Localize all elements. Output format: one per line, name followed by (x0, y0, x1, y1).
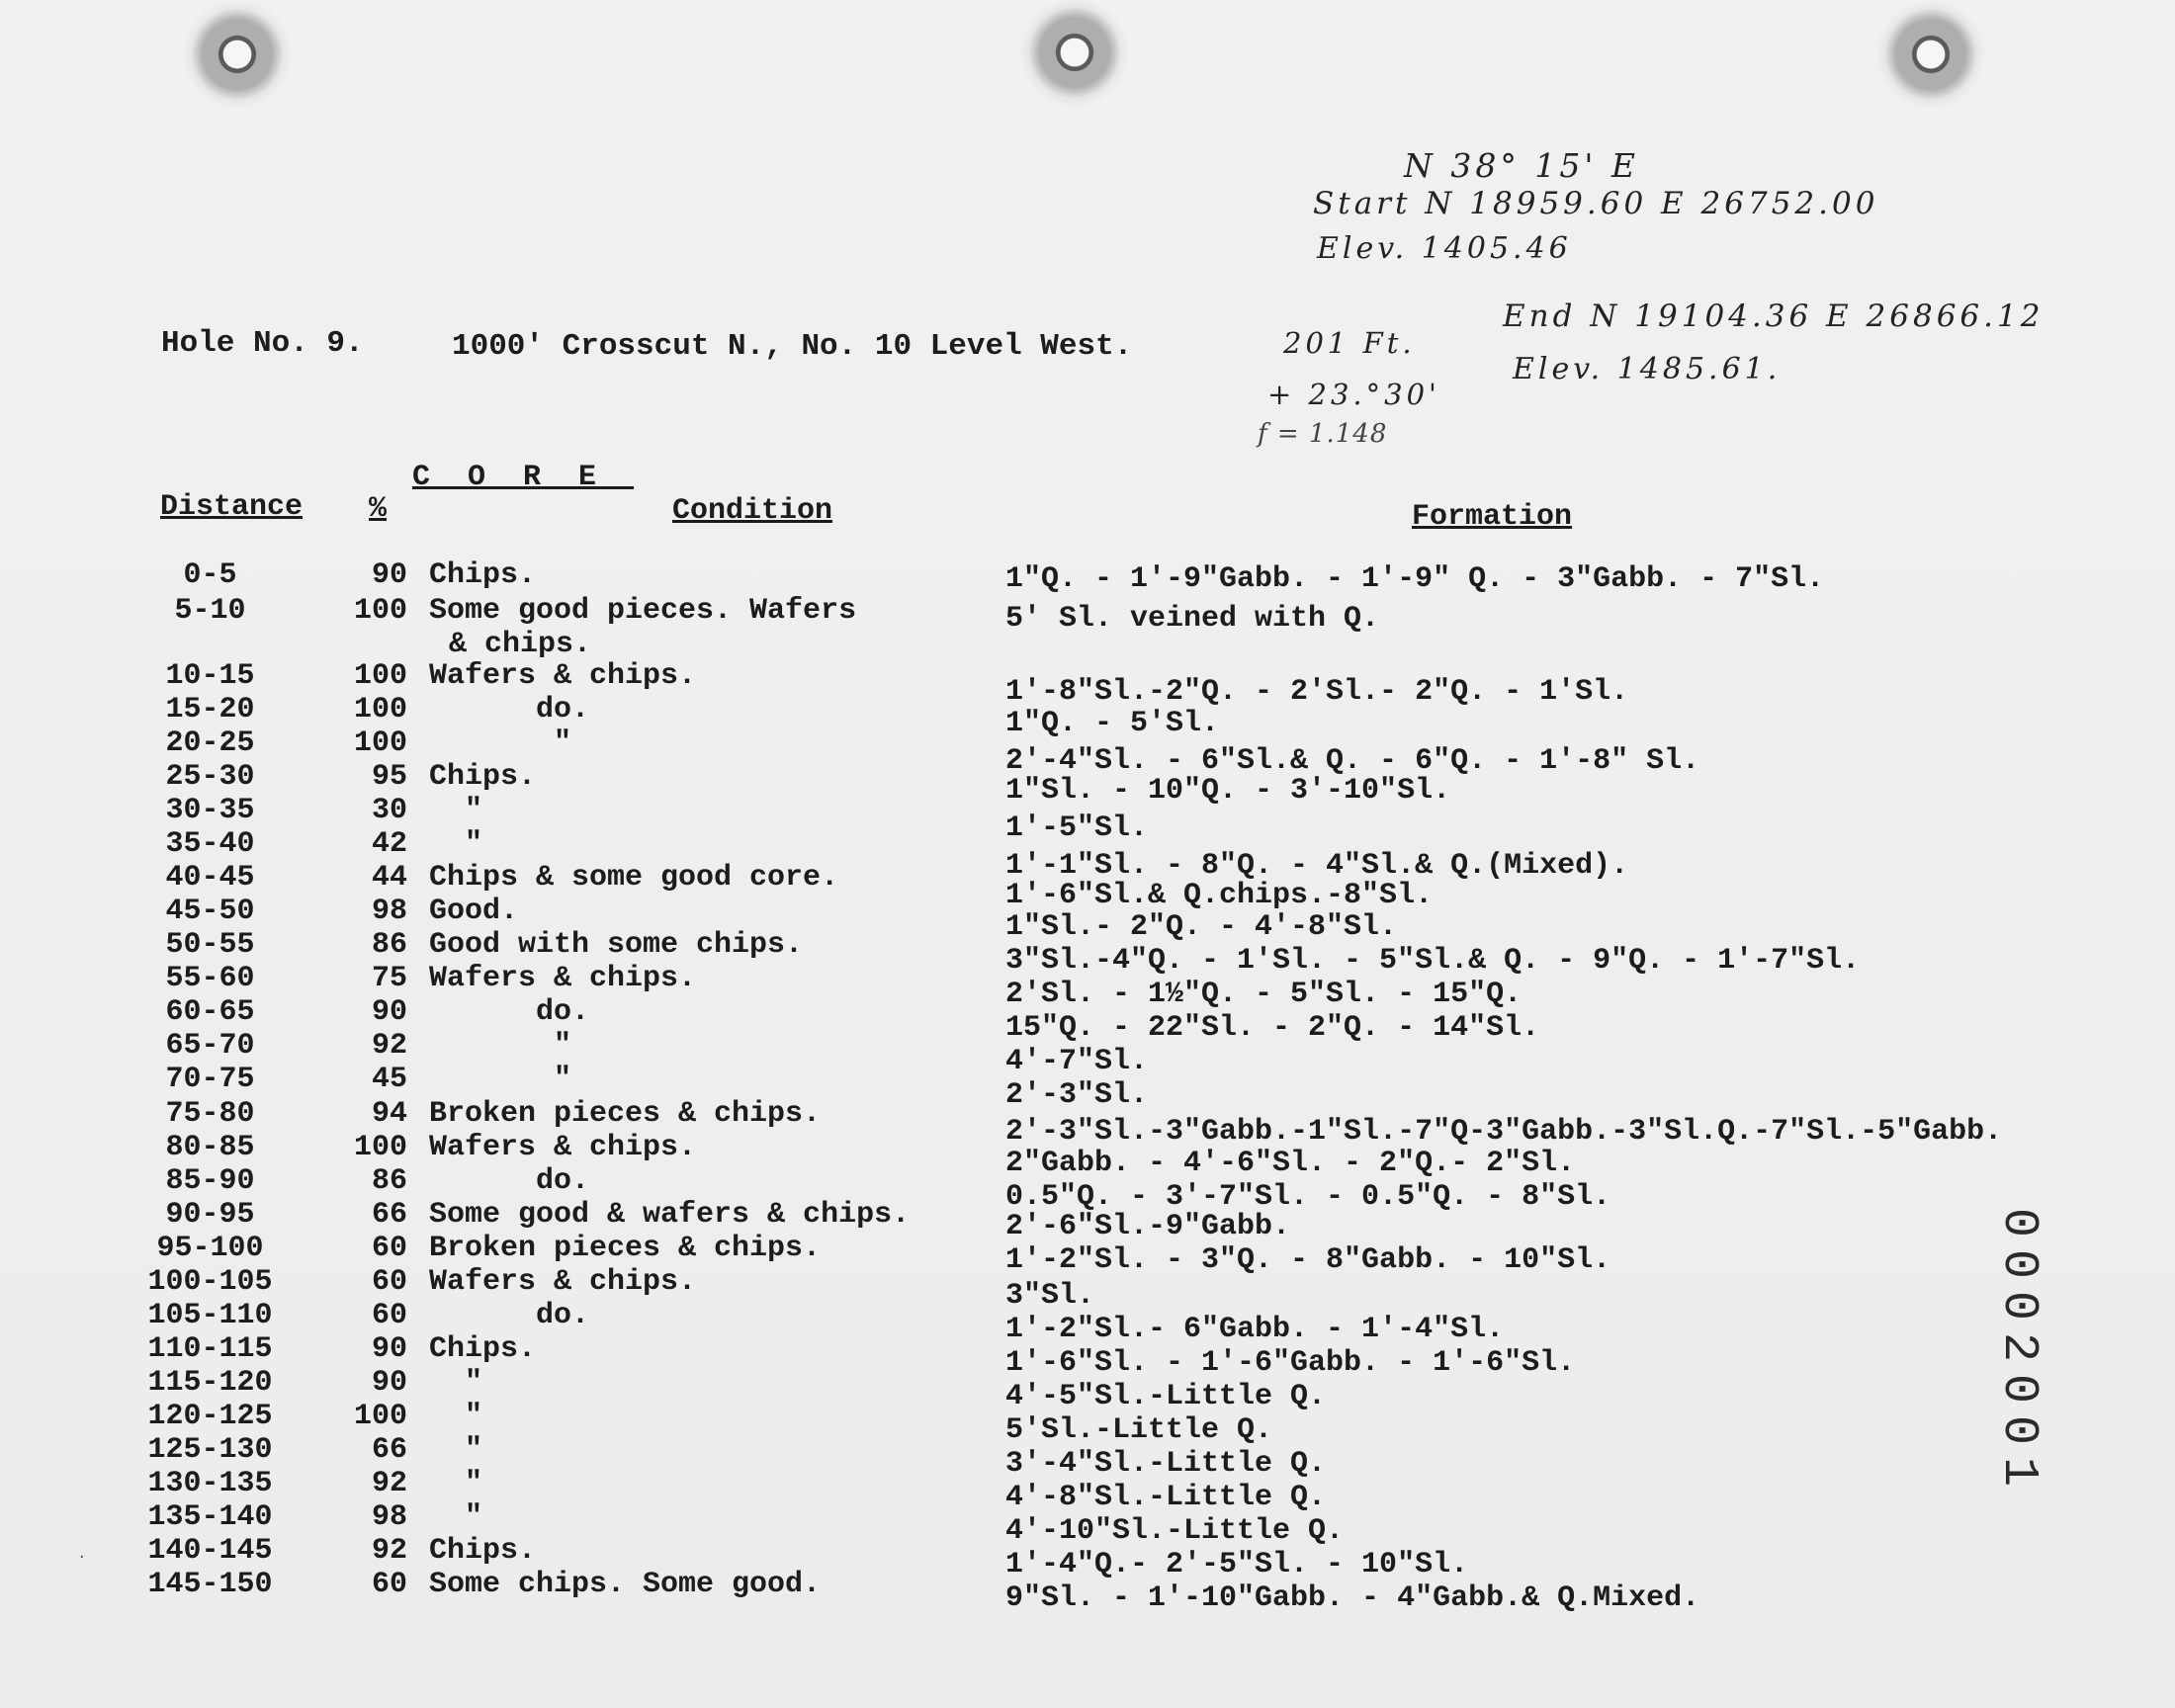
percent-cell: 66 (371, 1198, 407, 1232)
formation-cell: 1'-1"Sl. - 8"Q. - 4"Sl.& Q.(Mixed). (1005, 849, 1629, 883)
table-row (0, 1265, 2175, 1313)
table-row (0, 659, 2175, 709)
formation-cell: 1'-4"Q.- 2'-5"Sl. - 10"Sl. (1005, 1548, 1469, 1581)
percent-cell: 98 (371, 1500, 407, 1534)
table-row (0, 1232, 2175, 1277)
bearing-note: N 38° 15' E (1404, 146, 1639, 185)
condition-cell: Good with some chips. (429, 928, 804, 962)
table-row (0, 1198, 2175, 1243)
percent-cell: 90 (371, 995, 407, 1029)
formation-cell: 2'-4"Sl. - 6"Sl.& Q. - 6"Q. - 1'-8" Sl. (1005, 744, 1700, 778)
formation-cell: 1'-8"Sl.-2"Q. - 2'Sl.- 2"Q. - 1'Sl. (1005, 675, 1629, 709)
percent-cell: 92 (371, 1534, 407, 1568)
formation-cell: 2"Gabb. - 4'-6"Sl. - 2"Q.- 2"Sl. (1005, 1147, 1576, 1180)
formation-cell: 1"Sl. - 10"Q. - 3'-10"Sl. (1005, 774, 1451, 808)
condition-cell: do. (429, 1164, 590, 1198)
formation-cell: 2'Sl. - 1½"Q. - 5"Sl. - 15"Q. (1005, 978, 1522, 1011)
formation-cell: 1"Q. - 1'-9"Gabb. - 1'-9" Q. - 3"Gabb. - 7"Sl. (1005, 562, 1825, 596)
condition-cell: " (429, 1467, 483, 1500)
table-row (0, 693, 2175, 740)
percent-cell: 66 (371, 1433, 407, 1467)
distance-cell: 135-140 (147, 1500, 273, 1534)
condition-cell: Some chips. Some good. (429, 1568, 822, 1601)
percent-cell: 30 (371, 794, 407, 827)
percent-cell: 100 (353, 1131, 407, 1164)
percent-cell: 60 (371, 1232, 407, 1265)
condition-cell: do. (429, 693, 590, 726)
condition-cell: " (429, 1400, 483, 1433)
percent-cell: 75 (371, 962, 407, 995)
distance-cell: 50-55 (165, 928, 255, 962)
distance-header: Distance (160, 490, 304, 524)
formation-header: Formation (1412, 500, 1573, 534)
percent-cell: 100 (353, 693, 407, 726)
percent-cell: 100 (353, 594, 407, 628)
condition-header: Condition (672, 494, 833, 528)
formation-cell: 2'-3"Sl.-3"Gabb.-1"Sl.-7"Q-3"Gabb.-3"Sl.Q.-7"Sl.-5"Gabb. (1005, 1115, 2003, 1149)
table-row (0, 1568, 2175, 1615)
percent-cell: 60 (371, 1568, 407, 1601)
distance-cell: 70-75 (165, 1063, 255, 1096)
condition-cell: Chips. (429, 1332, 537, 1366)
end-coordinates-note: End N 19104.36 E 26866.12 (1503, 299, 2044, 334)
core-header: CORE (412, 461, 635, 494)
percent-cell: 42 (371, 827, 407, 861)
table-row (0, 1029, 2175, 1078)
condition-cell: Broken pieces & chips. (429, 1097, 822, 1131)
table-row (0, 962, 2175, 1011)
formation-cell: 3"Sl.-4"Q. - 1'Sl. - 5"Sl.& Q. - 9"Q. - 1'-7"Sl. (1005, 944, 1861, 978)
distance-cell: 60-65 (165, 995, 255, 1029)
factor-note: f = 1.148 (1258, 419, 1388, 449)
start-elevation-note: Elev. 1405.46 (1317, 231, 1572, 266)
condition-cell: " (429, 726, 572, 760)
distance-cell: 65-70 (165, 1029, 255, 1063)
table-row (0, 1467, 2175, 1514)
table-row (0, 558, 2175, 596)
distance-cell: 80-85 (165, 1131, 255, 1164)
table-row (0, 1400, 2175, 1447)
condition-cell: " (429, 827, 483, 861)
condition-cell: do. (429, 1299, 590, 1332)
formation-cell: 3"Sl. (1005, 1279, 1095, 1313)
length-note: 201 Ft. (1283, 326, 1416, 360)
table-row (0, 1366, 2175, 1413)
percent-header: % (369, 492, 388, 526)
table-row (0, 1063, 2175, 1112)
distance-cell: 25-30 (165, 760, 255, 794)
condition-cell: Wafers & chips. (429, 962, 697, 995)
condition-cell: Good. (429, 895, 519, 928)
distance-cell: 45-50 (165, 895, 255, 928)
table-row (0, 1164, 2175, 1214)
margin-mark: · (77, 1548, 87, 1566)
condition-continuation-cell: & chips. (449, 628, 592, 661)
percent-cell: 100 (353, 1400, 407, 1433)
percent-cell: 45 (371, 1063, 407, 1096)
condition-cell: Chips & some good core. (429, 861, 839, 895)
condition-cell: Some good & wafers & chips. (429, 1198, 911, 1232)
percent-cell: 86 (371, 1164, 407, 1198)
table-row (0, 594, 2175, 661)
formation-cell: 4'-10"Sl.-Little Q. (1005, 1514, 1345, 1548)
formation-cell: 1'-2"Sl.- 6"Gabb. - 1'-4"Sl. (1005, 1313, 1505, 1346)
distance-cell: 85-90 (165, 1164, 255, 1198)
formation-cell: 3'-4"Sl.-Little Q. (1005, 1447, 1327, 1481)
distance-cell: 10-15 (165, 659, 255, 693)
distance-cell: 20-25 (165, 726, 255, 760)
percent-cell: 60 (371, 1299, 407, 1332)
percent-cell: 100 (353, 659, 407, 693)
condition-cell: " (429, 1029, 572, 1063)
formation-cell: 5'Sl.-Little Q. (1005, 1413, 1273, 1447)
table-row (0, 1131, 2175, 1180)
formation-cell: 2'-3"Sl. (1005, 1078, 1149, 1112)
percent-cell: 92 (371, 1467, 407, 1500)
formation-cell: 1"Sl.- 2"Q. - 4'-8"Sl. (1005, 910, 1398, 944)
condition-cell: " (429, 1500, 483, 1534)
condition-cell: " (429, 1433, 483, 1467)
condition-cell: Chips. (429, 558, 537, 592)
condition-cell: " (429, 1366, 483, 1400)
condition-cell: do. (429, 995, 590, 1029)
formation-cell: 9"Sl. - 1'-10"Gabb. - 4"Gabb.& Q.Mixed. (1005, 1581, 1700, 1615)
distance-cell: 90-95 (165, 1198, 255, 1232)
punch-hole-icon (183, 0, 292, 109)
percent-cell: 90 (371, 1366, 407, 1400)
formation-cell: 1'-6"Sl.& Q.chips.-8"Sl. (1005, 879, 1434, 912)
condition-cell: Wafers & chips. (429, 659, 697, 693)
formation-cell: 15"Q. - 22"Sl. - 2"Q. - 14"Sl. (1005, 1011, 1540, 1045)
distance-cell: 120-125 (147, 1400, 273, 1433)
table-row (0, 995, 2175, 1045)
distance-cell: 115-120 (147, 1366, 273, 1400)
formation-cell: 2'-6"Sl.-9"Gabb. (1005, 1210, 1291, 1243)
distance-cell: 100-105 (147, 1265, 273, 1299)
distance-cell: 110-115 (147, 1332, 273, 1366)
table-row (0, 1433, 2175, 1481)
distance-cell: 5-10 (174, 594, 246, 628)
distance-cell: 35-40 (165, 827, 255, 861)
formation-cell: 1'-2"Sl. - 3"Q. - 8"Gabb. - 10"Sl. (1005, 1243, 1611, 1277)
formation-cell: 0.5"Q. - 3'-7"Sl. - 0.5"Q. - 8"Sl. (1005, 1180, 1611, 1214)
distance-cell: 30-35 (165, 794, 255, 827)
document-stamp: 0002001 (1990, 1208, 2046, 1499)
formation-cell: 4'-8"Sl.-Little Q. (1005, 1481, 1327, 1514)
percent-cell: 94 (371, 1097, 407, 1131)
distance-cell: 0-5 (183, 558, 237, 592)
angle-note: + 23.°30' (1267, 378, 1441, 411)
table-row (0, 1299, 2175, 1346)
table-row (0, 895, 2175, 944)
table-row (0, 928, 2175, 978)
distance-cell: 130-135 (147, 1467, 273, 1500)
start-coordinates-note: Start N 18959.60 E 26752.00 (1313, 186, 1879, 221)
distance-cell: 40-45 (165, 861, 255, 895)
distance-cell: 145-150 (147, 1568, 273, 1601)
distance-cell: 140-145 (147, 1534, 273, 1568)
condition-cell: Some good pieces. Wafers (429, 594, 857, 628)
percent-cell: 98 (371, 895, 407, 928)
distance-cell: 95-100 (156, 1232, 264, 1265)
formation-cell: 1'-6"Sl. - 1'-6"Gabb. - 1'-6"Sl. (1005, 1346, 1576, 1380)
hole-location: 1000' Crosscut N., No. 10 Level West. (452, 329, 1133, 364)
formation-cell: 4'-5"Sl.-Little Q. (1005, 1380, 1327, 1413)
table-row (0, 1534, 2175, 1581)
percent-cell: 44 (371, 861, 407, 895)
condition-cell: Wafers & chips. (429, 1131, 697, 1164)
percent-cell: 86 (371, 928, 407, 962)
table-row (0, 760, 2175, 808)
table-row (0, 1500, 2175, 1548)
distance-cell: 15-20 (165, 693, 255, 726)
condition-cell: Broken pieces & chips. (429, 1232, 822, 1265)
formation-cell: 5' Sl. veined with Q. (1005, 602, 1380, 636)
formation-cell: 1'-5"Sl. (1005, 811, 1149, 845)
percent-cell: 100 (353, 726, 407, 760)
distance-cell: 105-110 (147, 1299, 273, 1332)
percent-cell: 90 (371, 558, 407, 592)
distance-cell: 75-80 (165, 1097, 255, 1131)
condition-cell: Chips. (429, 1534, 537, 1568)
distance-cell: 55-60 (165, 962, 255, 995)
formation-cell: 1"Q. - 5'Sl. (1005, 707, 1220, 740)
condition-cell: " (429, 794, 483, 827)
formation-cell: 4'-7"Sl. (1005, 1045, 1149, 1078)
punch-hole-icon (1876, 0, 1985, 109)
percent-cell: 60 (371, 1265, 407, 1299)
table-row (0, 1332, 2175, 1380)
condition-cell: Wafers & chips. (429, 1265, 697, 1299)
condition-cell: Chips. (429, 760, 537, 794)
percent-cell: 92 (371, 1029, 407, 1063)
end-elevation-note: Elev. 1485.61. (1513, 352, 1782, 386)
percent-cell: 95 (371, 760, 407, 794)
condition-cell: " (429, 1063, 572, 1096)
percent-cell: 90 (371, 1332, 407, 1366)
distance-cell: 125-130 (147, 1433, 273, 1467)
punch-hole-icon (1020, 0, 1129, 107)
hole-number: Hole No. 9. (161, 326, 364, 361)
